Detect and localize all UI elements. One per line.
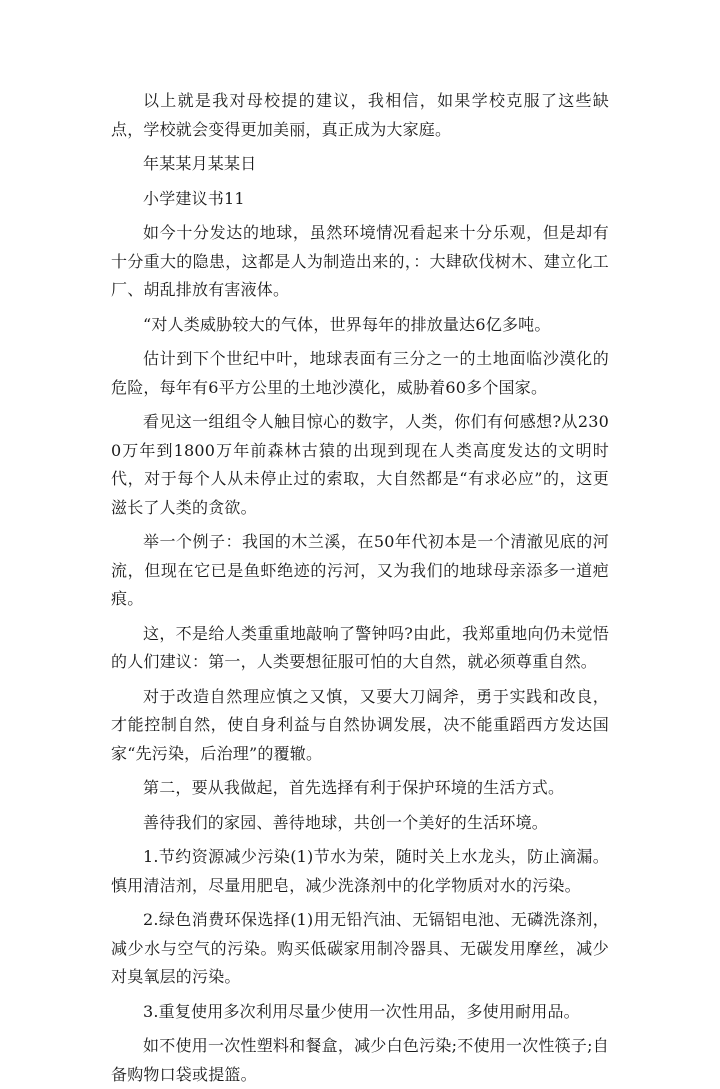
paragraph-desertification: 估计到下个世纪中叶，地球表面有三分之一的土地面临沙漠化的危险，每年有6平方公里的土地沙漠化，威胁着60多个国家。 [111, 349, 609, 397]
paragraph-suggestion-two: 第二，要从我做起，首先选择有利于保护环境的生活方式。 [143, 778, 565, 797]
paragraph-human-greed: 看见这一组组令人触目惊心的数字，人类，你们有何感想?从2300万年到1800万年前森林古猿的出现到现在人类高度发达的文明时代，对于每个人从未停止过的索取，大自然都是“有求必应”的，这更滋长了人类的贪欲。 [111, 412, 609, 517]
paragraph-mulan-river: 举一个例子：我国的木兰溪，在50年代初本是一个清澈见底的河流，但现在它已是鱼虾绝迹的污河，又为我们的地球母亲添多一道疤痕。 [111, 532, 609, 608]
paragraph-nature-reform: 对于改造自然理应慎之又慎，又要大刀阔斧，勇于实践和改良，才能控制自然，使自身利益与自然协调发展，决不能重蹈西方发达国家“先污染，后治理”的覆辙。 [111, 686, 609, 763]
section-heading: 小学建议书11 [143, 188, 245, 208]
paragraph-earth-hazards: 如今十分发达的地球，虽然环境情况看起来十分乐观，但是却有十分重大的隐患，这都是人为制造出来的，：大肆砍伐树木、建立化工厂、胡乱排放有害液体。 [111, 223, 609, 299]
paragraph-avoid-disposables: 如不使用一次性塑料和餐盒，减少白色污染;不使用一次性筷子;自备购物口袋或提篮。 [111, 1036, 609, 1084]
paragraph-date: 年某某月某某日 [143, 154, 257, 173]
list-item-green-consumption: 2.绿色消费环保选择(1)用无铅汽油、无镉铝电池、无磷洗涤剂，减少水与空气的污染。购买低碳家用制冷器具、无碳发用摩丝，减少对臭氧层的污染。 [111, 910, 609, 986]
paragraph-gas-emissions: “对人类威胁较大的气体，世界每年的排放量达6亿多吨。 [143, 314, 551, 334]
document-body [111, 87, 609, 1089]
list-item-save-resources: 1.节约资源减少污染(1)节水为荣，随时关上水龙头，防止滴漏。慎用清洁剂，尽量用肥皂，减少洗涤剂中的化学物质对水的污染。 [111, 847, 609, 895]
paragraph-closing-suggestion: 以上就是我对母校提的建议，我相信，如果学校克服了这些缺点，学校就会变得更加美丽，真正成为大家庭。 [111, 91, 609, 139]
paragraph-suggestion-one: 这，不是给人类重重地敲响了警钟吗?由此，我郑重地向仍未觉悟的人们建议：第一，人类要想征服可怕的大自然，就必须尊重自然。 [111, 623, 609, 671]
list-item-reuse: 3.重复使用多次利用尽量少使用一次性用品，多使用耐用品。 [143, 1001, 580, 1021]
paragraph-treat-earth: 善待我们的家园、善待地球，共创一个美好的生活环境。 [143, 812, 549, 832]
